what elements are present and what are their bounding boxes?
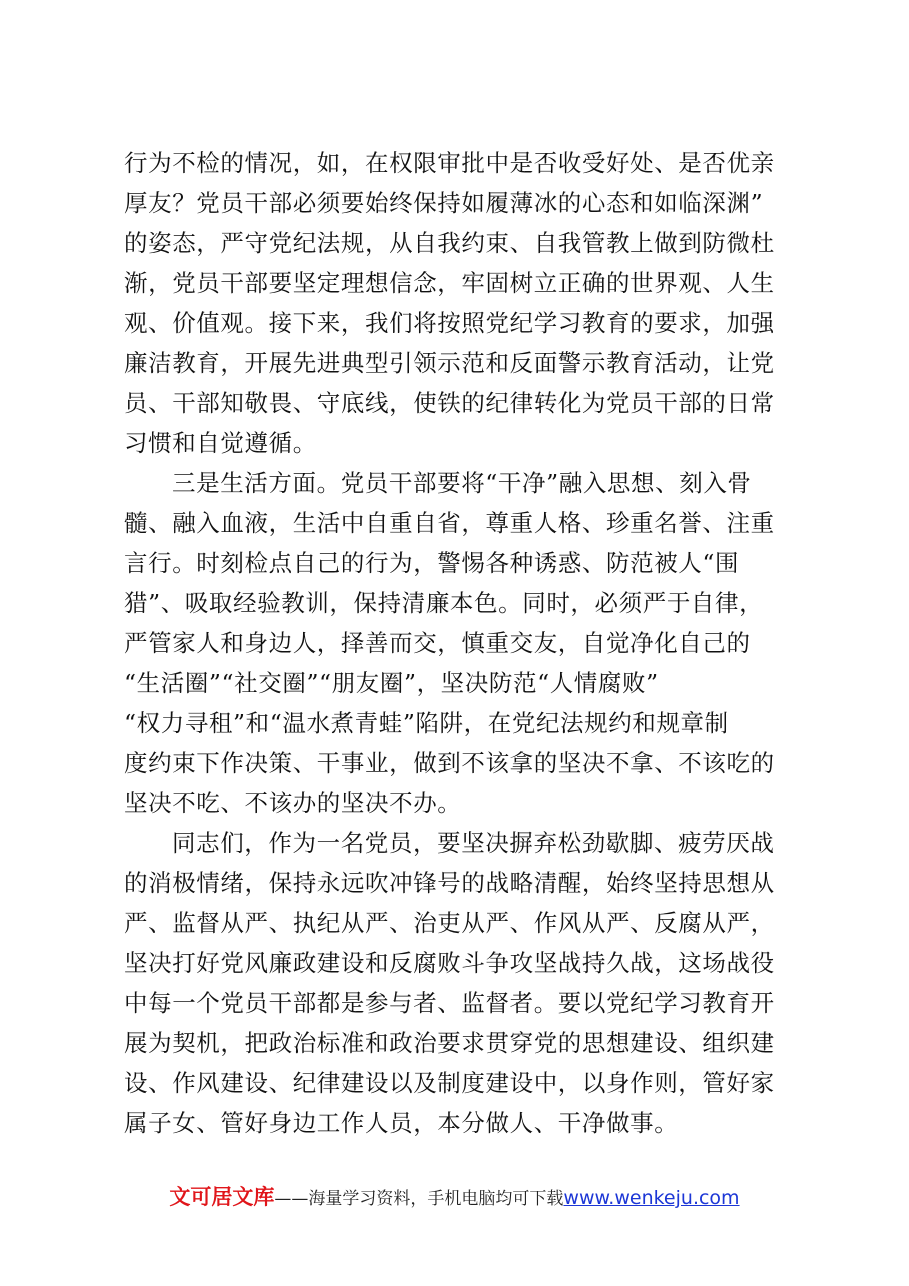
text-line: 坚决打好党风廉政建设和反腐败斗争攻坚战持久战，这场战役 xyxy=(124,949,775,977)
text-line: 严管家人和身边人，择善而交，慎重交友，自觉净化自己的 xyxy=(124,629,751,657)
footer-brand: 文可居文库 xyxy=(169,1185,275,1209)
text-line: 廉洁教育，开展先进典型引领示范和反面警示教育活动，让党 xyxy=(124,349,775,377)
text-line: “权力寻租”和“温水煮青蛙”陷阱，在党纪法规约和规章制 xyxy=(124,709,729,737)
text-line: 坚决不吃、不该办的坚决不办。 xyxy=(124,789,462,817)
footer-text: ——海量学习资料，手机电脑均可下载 xyxy=(274,1189,564,1209)
text-line: 厚友？党员干部必须要始终保持如履薄冰的心态和如临深渊” xyxy=(124,189,764,217)
text-line: 观、价值观。接下来，我们将按照党纪学习教育的要求，加强 xyxy=(124,309,775,337)
text-line: 设、作风建设、纪律建设以及制度建设中，以身作则，管好家 xyxy=(124,1069,775,1097)
text-line: 行为不检的情况，如，在权限审批中是否收受好处、是否优亲 xyxy=(124,149,775,177)
text-line: 度约束下作决策、干事业，做到不该拿的坚决不拿、不该吃的 xyxy=(124,749,775,777)
footer-link[interactable]: www.wenkeju.com xyxy=(563,1187,740,1209)
text-line: 中每一个党员干部都是参与者、监督者。要以党纪学习教育开 xyxy=(124,989,775,1017)
text-line: 属子女、管好身边工作人员，本分做人、干净做事。 xyxy=(124,1109,679,1137)
text-line: 言行。时刻检点自己的行为，警惕各种诱惑、防范被人“围 xyxy=(124,549,740,577)
text-line: 渐，党员干部要坚定理想信念，牢固树立正确的世界观、人生 xyxy=(124,269,775,297)
text-line: 展为契机，把政治标准和政治要求贯穿党的思想建设、组织建 xyxy=(124,1029,775,1057)
text-line: 的姿态，严守党纪法规，从自我约束、自我管教上做到防微杜 xyxy=(124,229,775,257)
footer-banner xyxy=(0,1181,909,1211)
text-line: “生活圈”“社交圈”“朋友圈”，坚决防范“人情腐败” xyxy=(124,669,659,697)
text-line: 习惯和自觉遵循。 xyxy=(124,429,317,457)
text-line: 同志们，作为一名党员，要坚决摒弃松劲歇脚、疲劳厌战 xyxy=(172,829,775,857)
text-line: 严、监督从严、执纪从严、治吏从严、作风从严、反腐从严， xyxy=(124,909,775,937)
text-line: 髓、融入血液，生活中自重自省，尊重人格、珍重名誉、注重 xyxy=(124,509,775,537)
text-line: 员、干部知敬畏、守底线，使铁的纪律转化为党员干部的日常 xyxy=(124,389,775,417)
text-line: 三是生活方面。党员干部要将“干净”融入思想、刻入骨 xyxy=(172,469,752,497)
text-line: 猎”、吸取经验教训，保持清廉本色。同时，必须严于自律， xyxy=(124,589,764,617)
text-line: 的消极情绪，保持永远吹冲锋号的战略清醒，始终坚持思想从 xyxy=(124,869,775,897)
